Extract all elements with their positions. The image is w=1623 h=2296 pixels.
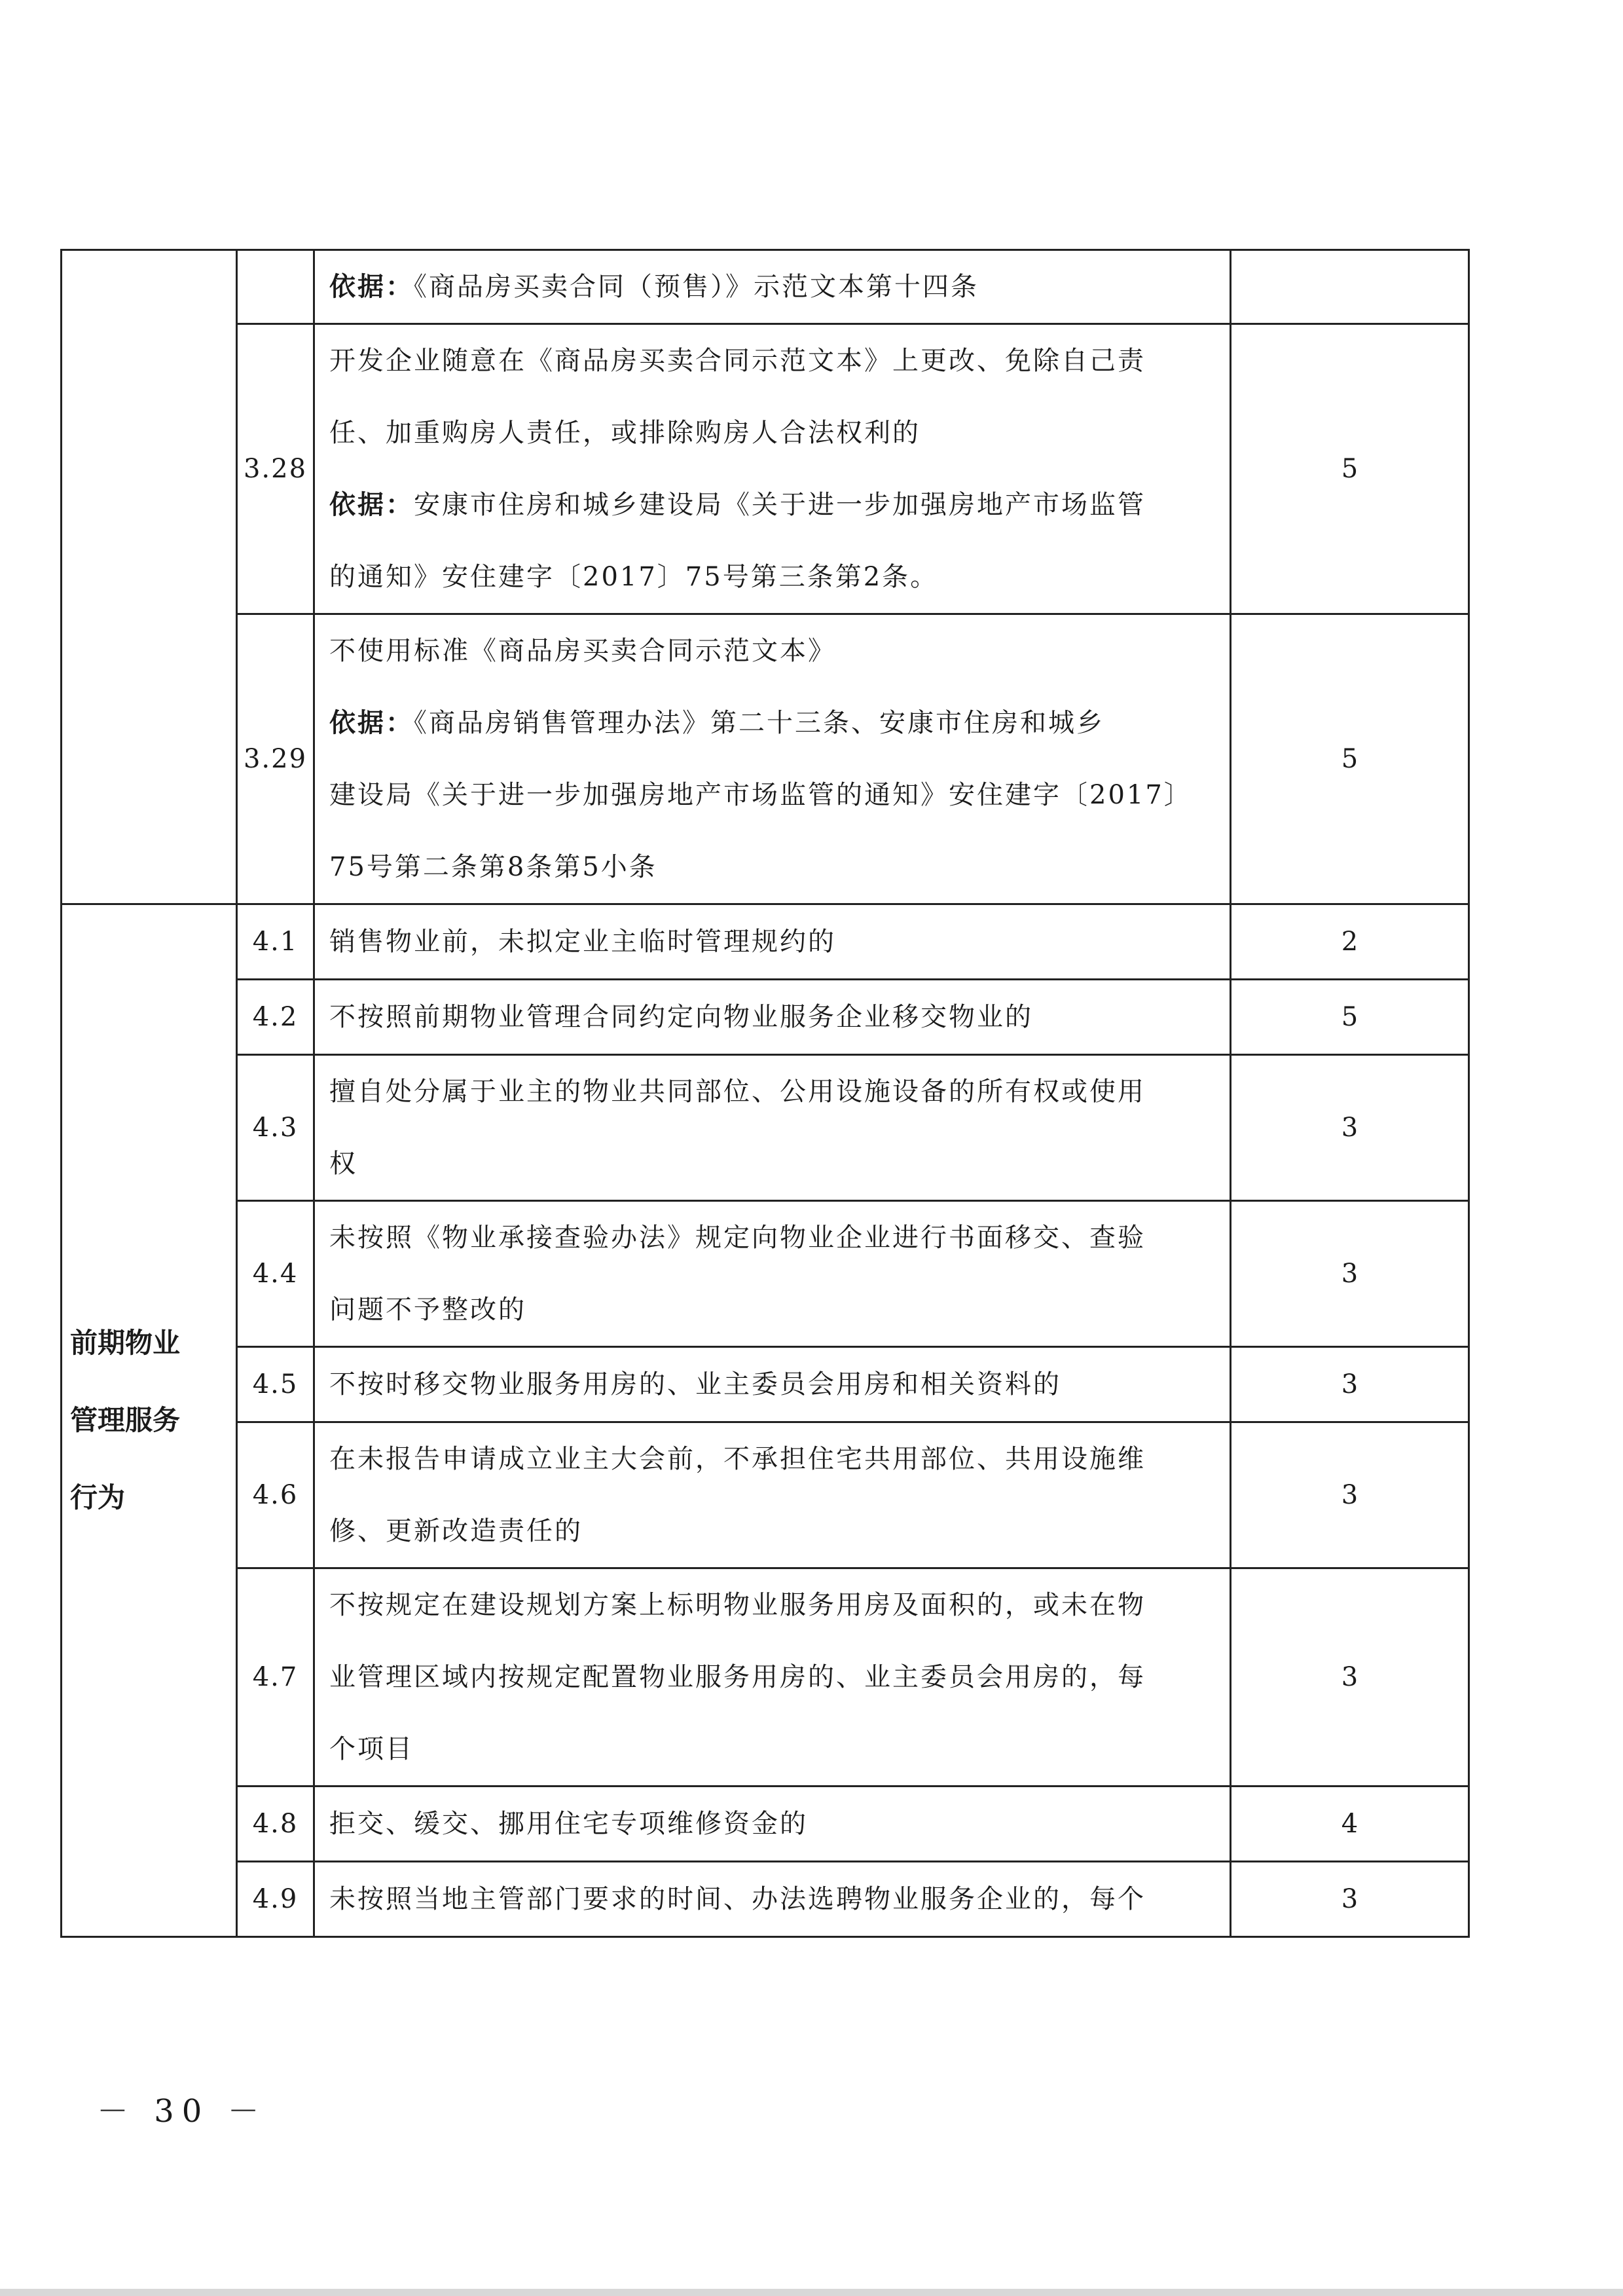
item-number (237, 250, 314, 324)
item-description (314, 1862, 1231, 1937)
table-row (62, 1568, 1469, 1787)
item-score: 3 (1231, 1055, 1469, 1201)
basis-text: 建设局《关于进一步加强房地产市场监管的通知》安住建字〔2017〕 (329, 780, 1192, 810)
item-description (314, 980, 1231, 1055)
item-description (314, 1568, 1231, 1787)
item-score: 5 (1231, 324, 1469, 614)
item-number: 3.28 (237, 324, 314, 614)
desc-line: 销售物业前，未拟定业主临时管理规约的 (329, 927, 836, 957)
table-row (62, 1862, 1469, 1937)
desc-line: 不使用标准《商品房买卖合同示范文本》 (329, 636, 836, 666)
desc-line: 未按照当地主管部门要求的时间、办法选聘物业服务企业的，每个 (329, 1884, 1146, 1914)
item-score: 3 (1231, 1862, 1469, 1937)
item-description (314, 1201, 1231, 1347)
table-row (62, 250, 1469, 324)
item-score: 5 (1231, 614, 1469, 904)
category-line: 行为 (70, 1481, 126, 1513)
basis-label: 依据： (329, 490, 414, 520)
table-row (62, 1422, 1469, 1568)
basis-text: 75号第二条第8条第5小条 (329, 852, 657, 882)
basis-label: 依据： (329, 708, 414, 738)
table-row (62, 1201, 1469, 1347)
desc-line: 拒交、缓交、挪用住宅专项维修资金的 (329, 1809, 808, 1839)
item-number: 4.2 (237, 980, 314, 1055)
item-description (314, 250, 1231, 324)
table-row (62, 904, 1469, 980)
item-description (314, 324, 1231, 614)
basis-text: 的通知》安住建字〔2017〕75号第三条第2条。 (329, 562, 939, 592)
desc-line: 未按照《物业承接查验办法》规定向物业企业进行书面移交、查验 (329, 1223, 1146, 1253)
desc-line: 权 (329, 1149, 357, 1179)
item-score: 5 (1231, 980, 1469, 1055)
item-number: 4.8 (237, 1787, 314, 1862)
item-description (314, 1347, 1231, 1422)
desc-line: 任、加重购房人责任，或排除购房人合法权利的 (329, 418, 921, 448)
desc-line: 个项目 (329, 1734, 414, 1764)
table-row (62, 1055, 1469, 1201)
item-score: 3 (1231, 1347, 1469, 1422)
item-number: 4.3 (237, 1055, 314, 1201)
item-score (1231, 250, 1469, 324)
desc-line: 不按照前期物业管理合同约定向物业服务企业移交物业的 (329, 1002, 1033, 1032)
basis-text: 《商品房买卖合同（预售）》示范文本第十四条 (414, 272, 979, 302)
item-description (314, 1787, 1231, 1862)
item-number: 4.4 (237, 1201, 314, 1347)
desc-line: 开发企业随意在《商品房买卖合同示范文本》上更改、免除自己责 (329, 346, 1146, 376)
item-description (314, 614, 1231, 904)
table-row (62, 324, 1469, 614)
item-score: 4 (1231, 1787, 1469, 1862)
item-number: 4.5 (237, 1347, 314, 1422)
item-description (314, 1422, 1231, 1568)
item-number: 4.6 (237, 1422, 314, 1568)
item-number: 3.29 (237, 614, 314, 904)
category-cell-blank (62, 250, 237, 904)
item-score: 3 (1231, 1201, 1469, 1347)
item-score: 3 (1231, 1568, 1469, 1787)
table-row (62, 980, 1469, 1055)
desc-line: 修、更新改造责任的 (329, 1516, 583, 1546)
scan-edge-divider (0, 2289, 1623, 2296)
category-line: 管理服务 (70, 1404, 181, 1436)
desc-line: 业管理区域内按规定配置物业服务用房的、业主委员会用房的，每 (329, 1662, 1146, 1692)
category-line: 前期物业 (70, 1327, 181, 1359)
item-description (314, 904, 1231, 980)
item-score: 2 (1231, 904, 1469, 980)
basis-text: 《商品房销售管理办法》第二十三条、安康市住房和城乡 (414, 708, 1104, 738)
basis-label: 依据： (329, 272, 414, 302)
table-row (62, 614, 1469, 904)
item-number: 4.1 (237, 904, 314, 980)
desc-line: 不按规定在建设规划方案上标明物业服务用房及面积的，或未在物 (329, 1590, 1146, 1620)
category-cell (62, 904, 237, 1937)
item-number: 4.9 (237, 1862, 314, 1937)
table-row (62, 1347, 1469, 1422)
item-description (314, 1055, 1231, 1201)
regulation-table (60, 249, 1470, 1938)
desc-line: 在未报告申请成立业主大会前，不承担住宅共用部位、共用设施维 (329, 1444, 1146, 1474)
desc-line: 不按时移交物业服务用房的、业主委员会用房和相关资料的 (329, 1369, 1061, 1399)
desc-line: 擅自处分属于业主的物业共同部位、公用设施设备的所有权或使用 (329, 1077, 1146, 1107)
table-row (62, 1787, 1469, 1862)
page-number: － 30 － (97, 2093, 267, 2130)
item-number: 4.7 (237, 1568, 314, 1787)
basis-text: 安康市住房和城乡建设局《关于进一步加强房地产市场监管 (414, 490, 1146, 520)
desc-line: 问题不予整改的 (329, 1295, 526, 1325)
item-score: 3 (1231, 1422, 1469, 1568)
